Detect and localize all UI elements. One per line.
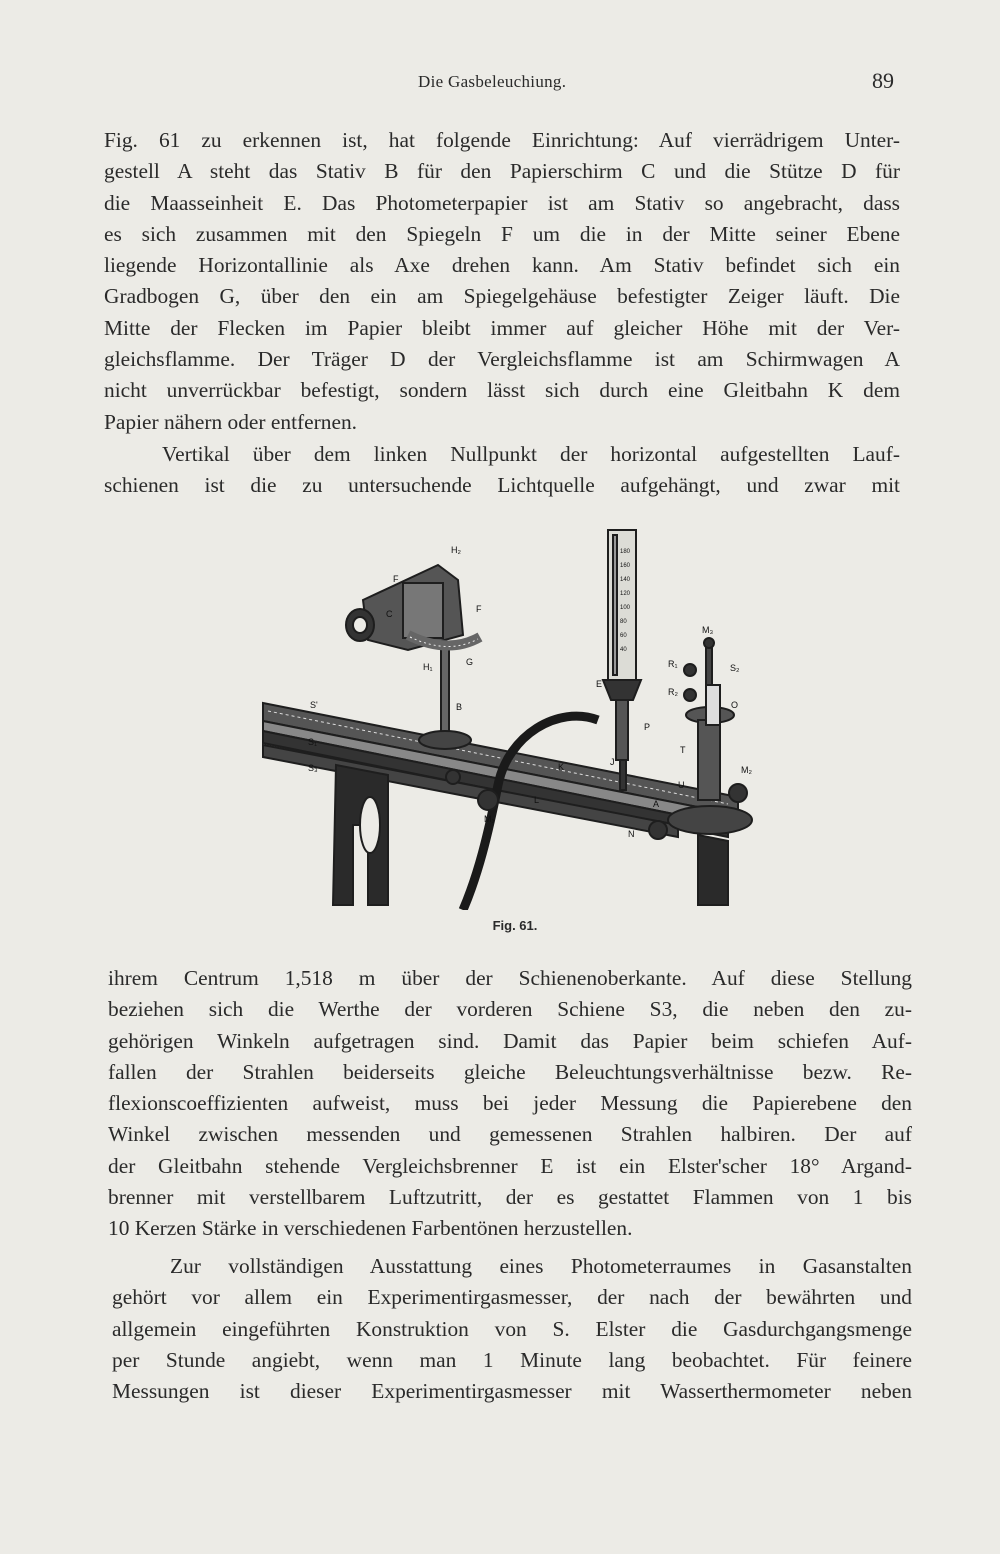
scale-tick: 100 bbox=[620, 605, 631, 611]
text-line: gehörigen Winkeln aufgetragen sind. Damit das Papier beim schiefen Auf- bbox=[108, 1028, 912, 1053]
label-F-right: F bbox=[476, 604, 482, 614]
label-J: J bbox=[610, 757, 615, 767]
scale-tick: 40 bbox=[620, 647, 627, 653]
text-line: per Stunde angiebt, wenn man 1 Minute lang beobachtet. Für feinere bbox=[112, 1347, 912, 1372]
photometer-illustration bbox=[258, 525, 770, 910]
label-S-right: S₂ bbox=[730, 663, 740, 673]
paragraph-3 bbox=[108, 963, 912, 1245]
label-O: O bbox=[731, 700, 739, 710]
text-line: Fig. 61 zu erkennen ist, hat folgende Einrichtung: Auf vierrädrigem Unter- bbox=[104, 128, 900, 152]
text-line: gleichsflamme. Der Träger D der Vergleichsflamme ist am Schirmwagen A bbox=[104, 347, 900, 372]
label-A: A bbox=[653, 799, 660, 809]
text-line: der Gleitbahn stehende Vergleichsbrenner E ist ein Elster'scher 18° Argand- bbox=[108, 1153, 912, 1178]
label-S-prime: S' bbox=[310, 700, 318, 710]
label-G: G bbox=[466, 657, 474, 667]
text-line: schienen ist die zu untersuchende Lichtquelle aufgehängt, und zwar mit bbox=[104, 473, 900, 498]
label-N: N bbox=[628, 829, 635, 839]
text-line: die Maasseinheit E. Das Photometerpapier ist am Stativ so angebracht, dass bbox=[104, 190, 900, 215]
photometer-figure bbox=[258, 525, 770, 910]
label-P: P bbox=[644, 722, 651, 732]
label-M-top: M₃ bbox=[702, 625, 714, 635]
scale-tick: 180 bbox=[620, 549, 631, 555]
text-line: Messungen ist dieser Experimentirgasmesser mit Wasserthermometer neben bbox=[112, 1379, 912, 1404]
text-line: Vertikal über dem linken Nullpunkt der horizontal aufgestellten Lauf- bbox=[162, 442, 900, 466]
running-head bbox=[0, 68, 1000, 98]
scale-tick: 60 bbox=[620, 633, 627, 639]
label-C: C bbox=[386, 609, 393, 619]
figure-caption bbox=[0, 918, 1000, 933]
label-M1: M₁ bbox=[484, 814, 495, 824]
text-line: flexionscoeffizienten aufweist, muss bei jeder Messung die Papierebene den bbox=[108, 1091, 912, 1116]
text-line: Mitte der Flecken im Papier bleibt immer auf gleicher Höhe mit der Ver- bbox=[104, 315, 900, 340]
scale-tick: 120 bbox=[620, 591, 631, 597]
text-line: 10 Kerzen Stärke in verschiedenen Farbentönen herzustellen. bbox=[108, 1216, 633, 1241]
text-line: Winkel zwischen messenden und gemessenen Strahlen halbiren. Der auf bbox=[108, 1122, 912, 1147]
text-line: gestell A steht das Stativ B für den Papierschirm C und die Stütze D für bbox=[104, 159, 900, 184]
label-H1: H₁ bbox=[423, 662, 433, 672]
paragraph-4 bbox=[112, 1251, 912, 1407]
figure-caption-text: Fig. 61. bbox=[492, 918, 538, 933]
paragraph-1 bbox=[104, 125, 900, 438]
label-K: K bbox=[558, 762, 565, 772]
page-number: 89 bbox=[872, 68, 894, 93]
text-line: allgemein eingeführten Konstruktion von S. Elster die Gasdurchgangsmenge bbox=[112, 1316, 912, 1341]
label-E: E bbox=[596, 679, 603, 689]
text-line: beziehen sich die Werthe der vorderen Schiene S3, die neben den zu- bbox=[108, 997, 912, 1022]
label-T: T bbox=[680, 745, 686, 755]
label-S3: S₃ bbox=[308, 763, 318, 773]
label-B: B bbox=[456, 702, 463, 712]
label-H2: H₂ bbox=[451, 545, 461, 555]
label-R2: R₂ bbox=[668, 687, 678, 697]
text-line: Gradbogen G, über den ein am Spiegelgehäuse befestigter Zeiger läuft. Die bbox=[104, 284, 900, 309]
text-line: es sich zusammen mit den Spiegeln F um die in der Mitte seiner Ebene bbox=[104, 221, 900, 246]
text-line: brenner mit verstellbarem Luftzutritt, der es gestattet Flammen von 1 bis bbox=[108, 1185, 912, 1210]
label-R1: R₁ bbox=[668, 659, 678, 669]
text-line: Papier nähern oder entfernen. bbox=[104, 409, 358, 434]
label-U: U bbox=[678, 780, 685, 790]
running-title: Die Gasbeleuchiung. bbox=[418, 72, 567, 91]
label-S1: S₁ bbox=[308, 737, 318, 747]
scale-tick: 80 bbox=[620, 619, 627, 625]
text-line: nicht unverrückbar befestigt, sondern lässt sich durch eine Gleitbahn K dem bbox=[104, 378, 900, 403]
text-line: gehört vor allem ein Experimentirgasmesser, der nach der bewährten und bbox=[112, 1285, 912, 1310]
text-line: ihrem Centrum 1,518 m über der Schienenoberkante. Auf diese Stellung bbox=[108, 966, 912, 990]
label-F-left: F bbox=[393, 574, 399, 584]
label-L: L bbox=[534, 795, 540, 805]
scale-tick: 160 bbox=[620, 563, 631, 569]
label-M2: M₂ bbox=[741, 765, 752, 775]
paragraph-2 bbox=[104, 439, 900, 502]
text-line: liegende Horizontallinie als Axe drehen kann. Am Stativ befindet sich ein bbox=[104, 253, 900, 278]
text-line: Zur vollständigen Ausstattung eines Photometerraumes in Gasanstalten bbox=[170, 1254, 912, 1278]
scale-tick: 140 bbox=[620, 577, 631, 583]
text-line: fallen der Strahlen beiderseits gleiche Beleuchtungsverhältnisse bezw. Re- bbox=[108, 1059, 912, 1084]
